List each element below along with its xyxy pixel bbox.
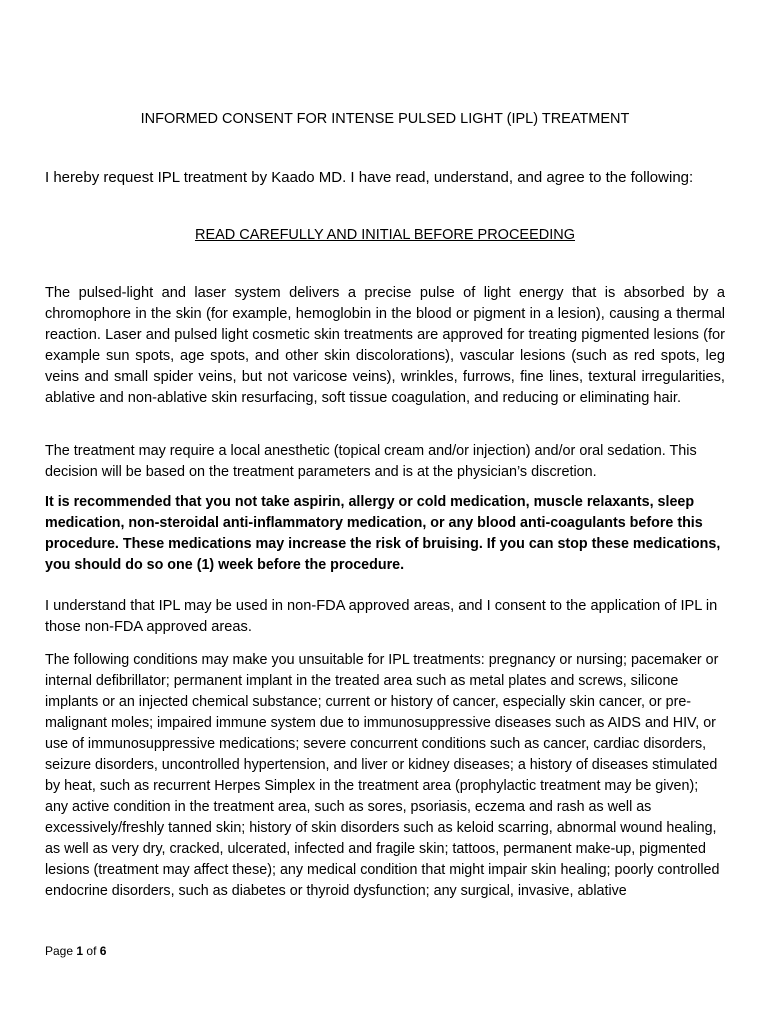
paragraph-medication-warning: It is recommended that you not take aspirin, allergy or cold medication, muscle relaxants, sleep medication, non-steroidal anti-inflammatory medication, or any blood anti-coagulants before this procedure. These medications may increase the risk of bruising. If you can stop these medications, you should do so one (1) week before the procedure. (45, 494, 721, 573)
paragraph-fda-consent: I understand that IPL may be used in non-FDA approved areas, and I consent to the application of IPL in those non-FDA approved areas. (45, 598, 718, 635)
page-current: 1 (76, 944, 84, 958)
paragraph-ipl-description: The pulsed-light and laser system delivers a precise pulse of light energy that is absorbed by a chromophore in the skin (for example, hemoglobin in the blood or pigment in a lesion), causing a thermal reaction. Laser and pulsed light cosmetic skin treatments are approved for treating pigmented lesions (for example sun spots, age spots, and other skin discolorations), vascular lesions (such as red spots, leg veins and small spider veins, but not varicose veins), wrinkles, furrows, fine lines, textural irregularities, ablative and non-ablative skin resurfacing, soft tissue coagulation, and reducing or eliminating hair. (45, 285, 725, 406)
paragraph-contraindications: The following conditions may make you unsuitable for IPL treatments: pregnancy or nursing; pacemaker or internal defibrillator; permanent implant in the treated area such as metal plates and screws, silicone implants or an injected chemical substance; current or history of cancer, especially skin cancer, or pre-malignant moles; impaired immune system due to immunosuppressive diseases such as AIDS and HIV, or use of immunosuppressive medications; severe concurrent conditions such as cancer, cardiac disorders, seizure disorders, uncontrolled hypertension, and liver or kidney diseases; a history of diseases stimulated by heat, such as recurrent Herpes Simplex in the treatment area (prophylactic treatment may be given); any active condition in the treatment area, such as sores, psoriasis, eczema and rash as well as excessively/freshly tanned skin; history of skin disorders such as keloid scarring, abnormal wound healing, as well as very dry, cracked, ulcerated, infected and fragile skin; tattoos, permanent make-up, pigmented lesions (treatment may affect these); any medical condition that might impair skin healing; poorly controlled endocrine disorders, such as diabetes or thyroid dysfunction; any surgical, invasive, ablative (45, 652, 720, 899)
page-label: Page (45, 944, 74, 958)
document-title: INFORMED CONSENT FOR INTENSE PULSED LIGHT (IPL) TREATMENT (140, 111, 630, 127)
page-number (45, 943, 106, 959)
intro-statement: I hereby request IPL treatment by Kaado MD. I have read, understand, and agree to the following: (45, 169, 694, 186)
instruction-heading: READ CAREFULLY AND INITIAL BEFORE PROCEEDING (194, 227, 576, 243)
paragraph-anesthetic: The treatment may require a local anesthetic (topical cream and/or injection) and/or oral sedation. This decision will be based on the treatment parameters and is at the physician’s discretion. (45, 443, 697, 480)
page-total: 6 (99, 944, 107, 958)
of-label: of (86, 944, 97, 958)
